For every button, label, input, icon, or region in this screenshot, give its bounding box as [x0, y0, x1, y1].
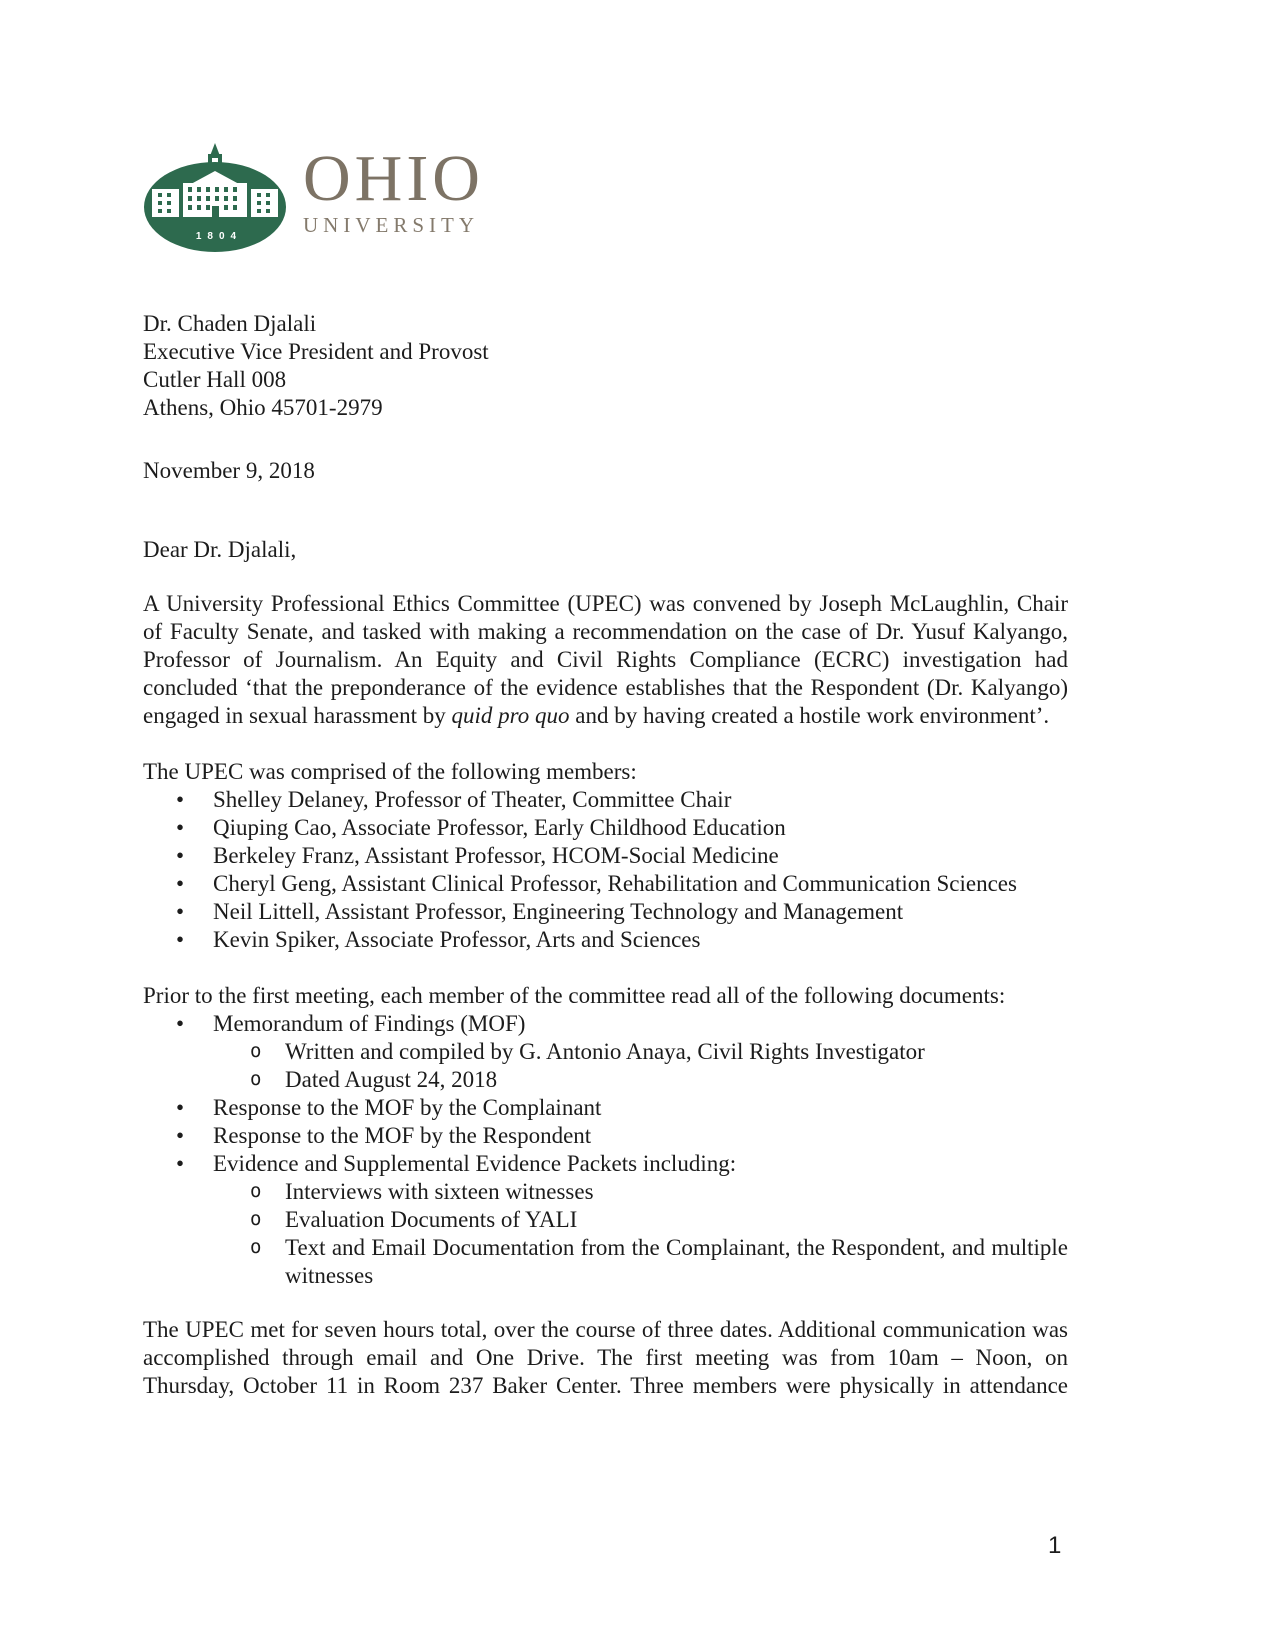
- bullet-icon: •: [176, 815, 185, 840]
- letter-content: [143, 143, 1068, 1400]
- document-sublist: [213, 1178, 1068, 1290]
- documents-intro: Prior to the first meeting, each member of the committee read all of the following documents:: [143, 983, 1006, 1008]
- circle-bullet-icon: o: [250, 1068, 262, 1090]
- member-text: Neil Littell, Assistant Professor, Engineering Technology and Management: [213, 899, 904, 924]
- seal-year: 1804: [195, 231, 243, 242]
- committee-member-list: [143, 786, 1068, 954]
- subdocument-text: Interviews with sixteen witnesses: [285, 1179, 594, 1204]
- bullet-icon: •: [176, 871, 185, 896]
- ohio-wordmark: OHIO: [303, 142, 484, 215]
- ohio-university-logo: [143, 143, 1068, 253]
- circle-bullet-icon: o: [250, 1236, 262, 1258]
- letter-date: November 9, 2018: [143, 458, 315, 483]
- list-item: [213, 1234, 1068, 1290]
- list-item: [143, 786, 1068, 814]
- list-item: [143, 870, 1068, 898]
- member-text: Qiuping Cao, Associate Professor, Early Childhood Education: [213, 815, 786, 840]
- committee-intro: The UPEC was comprised of the following members:: [143, 759, 637, 784]
- subdocument-text: Evaluation Documents of YALI: [285, 1207, 578, 1232]
- list-item: [143, 1010, 1068, 1094]
- document-text: Memorandum of Findings (MOF): [213, 1011, 526, 1036]
- intro-paragraph: [143, 590, 1068, 730]
- salutation: Dear Dr. Djalali,: [143, 537, 297, 562]
- subdocument-text: Written and compiled by G. Antonio Anaya, Civil Rights Investigator: [285, 1039, 925, 1064]
- list-item: [143, 1150, 1068, 1290]
- member-text: Kevin Spiker, Associate Professor, Arts and Sciences: [213, 927, 701, 952]
- document-text: Response to the MOF by the Complainant: [213, 1095, 602, 1120]
- member-text: Cheryl Geng, Assistant Clinical Professor, Rehabilitation and Communication Sciences: [213, 871, 1017, 896]
- member-text: Berkeley Franz, Assistant Professor, HCOM-Social Medicine: [213, 843, 779, 868]
- bullet-icon: •: [176, 787, 185, 812]
- recipient-address-line2: Athens, Ohio 45701-2979: [143, 395, 383, 420]
- intro-text-after: and by having created a hostile work environment’.: [569, 703, 1050, 728]
- circle-bullet-icon: o: [250, 1040, 262, 1062]
- bullet-icon: •: [176, 1151, 185, 1176]
- list-item: [143, 926, 1068, 954]
- university-wordmark: UNIVERSITY: [303, 213, 479, 237]
- list-item: [213, 1066, 1068, 1094]
- closing-paragraph: The UPEC met for seven hours total, over the course of three dates. Additional communication was accomplished through email and One Drive. The first meeting was from 10am – Noon, on Thursday, October 11 in Room 237 Baker Center. Three members were physically in attendance: [143, 1317, 1068, 1398]
- member-text: Shelley Delaney, Professor of Theater, Committee Chair: [213, 787, 732, 812]
- recipient-title: Executive Vice President and Provost: [143, 339, 489, 364]
- list-item: [143, 1094, 1068, 1122]
- circle-bullet-icon: o: [250, 1208, 262, 1230]
- list-item: [143, 898, 1068, 926]
- subdocument-text: Text and Email Documentation from the Complainant, the Respondent, and multiple witnesses: [285, 1235, 1068, 1288]
- page-number: 1: [1048, 1532, 1062, 1559]
- wordmark-block: [303, 142, 484, 239]
- list-item: [213, 1178, 1068, 1206]
- document-sublist: [213, 1038, 1068, 1094]
- ohio-university-seal-icon: [143, 143, 287, 253]
- bullet-icon: •: [176, 899, 185, 924]
- list-item: [213, 1206, 1068, 1234]
- list-item: [143, 1122, 1068, 1150]
- list-item: [143, 814, 1068, 842]
- subdocument-text: Dated August 24, 2018: [285, 1067, 498, 1092]
- bullet-icon: •: [176, 1095, 185, 1120]
- recipient-address-line1: Cutler Hall 008: [143, 367, 287, 392]
- bullet-icon: •: [176, 1011, 185, 1036]
- list-item: [213, 1038, 1068, 1066]
- recipient-name: Dr. Chaden Djalali: [143, 311, 317, 336]
- circle-bullet-icon: o: [250, 1180, 262, 1202]
- documents-list: [143, 1010, 1068, 1290]
- bullet-icon: •: [176, 843, 185, 868]
- document-text: Evidence and Supplemental Evidence Packets including:: [213, 1151, 737, 1176]
- bullet-icon: •: [176, 927, 185, 952]
- intro-text-before: A University Professional Ethics Committee (UPEC) was convened by Joseph McLaughlin, Chair of Faculty Senate, and tasked with making a recommendation on the case of Dr. Yusuf Kalyango, Professor of Journalism. An Equity and Civil Rights Compliance (ECRC) investigation had concluded ‘that the preponderance of the evidence establishes that the Respondent (Dr. Kalyango) engaged in sexual harassment by: [143, 591, 1068, 728]
- intro-text-italic: quid pro quo: [451, 703, 570, 728]
- list-item: [143, 842, 1068, 870]
- document-text: Response to the MOF by the Respondent: [213, 1123, 592, 1148]
- bullet-icon: •: [176, 1123, 185, 1148]
- recipient-block: [143, 310, 1068, 422]
